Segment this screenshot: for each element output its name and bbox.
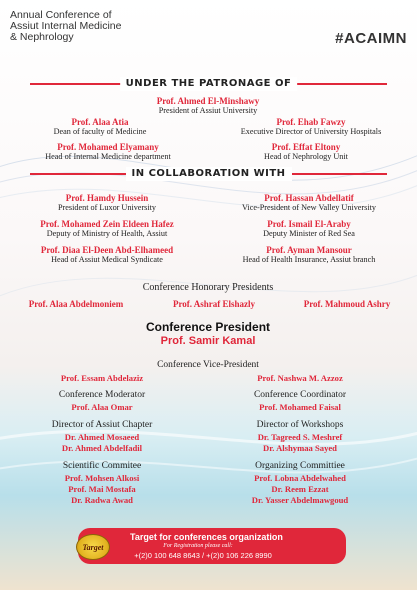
collab-person bbox=[242, 193, 376, 212]
collab-person bbox=[41, 245, 173, 264]
scientific-name: Dr. Radwa Awad bbox=[71, 495, 133, 505]
scientific-name: Prof. Mai Mostafa bbox=[68, 484, 136, 494]
person-role: President of Luxor University bbox=[57, 203, 157, 212]
moderator-label: Conference Moderator bbox=[58, 390, 146, 400]
person-role: Dean of faculty of Medicine bbox=[53, 127, 147, 136]
conference-title-line: Annual Conference of bbox=[10, 9, 112, 21]
collab-person bbox=[243, 245, 376, 264]
person-name: Prof. Mohamed Elyamany bbox=[57, 142, 159, 152]
collab-person bbox=[58, 193, 156, 212]
vice-president-name: Prof. Essam Abdelaziz bbox=[60, 373, 144, 383]
workshops-label: Director of Workshops bbox=[256, 420, 344, 430]
vice-president-label: Conference Vice-President bbox=[157, 360, 259, 370]
person-role: President of Assiut University bbox=[158, 106, 258, 115]
person-name: Prof. Hamdy Hussein bbox=[65, 193, 149, 203]
person-name: Prof. Diaa El-Deen Abd-Elhameed bbox=[40, 245, 174, 255]
president-name: Prof. Samir Kamal bbox=[160, 335, 256, 347]
person-name: Prof. Mohamed Zein Eldeen Hafez bbox=[40, 219, 174, 229]
organizing-name: Prof. Lobna Abdelwahed bbox=[254, 473, 346, 483]
person-name: Prof. Ayman Mansour bbox=[266, 245, 352, 255]
vice-president-name: Prof. Nashwa M. Azzoz bbox=[257, 373, 343, 383]
scientific-label: Scientific Commitee bbox=[62, 461, 142, 471]
person-role: Executive Director of University Hospitals bbox=[240, 127, 382, 136]
hashtag: #ACAIMN bbox=[335, 30, 407, 47]
target-logo bbox=[76, 534, 110, 560]
honorary-name: Prof. Alaa Abdelmoniem bbox=[28, 299, 124, 309]
conference-title bbox=[10, 10, 121, 43]
patron-person bbox=[241, 117, 382, 136]
person-role: Deputy Minister of Red Sea bbox=[263, 229, 355, 238]
registration-banner bbox=[78, 528, 346, 564]
patronage-heading bbox=[30, 77, 387, 91]
phone-numbers: +(2)0 100 648 8643 / +(2)0 106 226 8990 bbox=[134, 551, 272, 560]
honorary-name: Prof. Ashraf Elshazly bbox=[172, 299, 256, 309]
patron-person bbox=[157, 96, 260, 115]
collab-person bbox=[263, 219, 355, 238]
chapter-label: Director of Assiut Chapter bbox=[51, 420, 153, 430]
president-label: Conference President bbox=[145, 320, 271, 334]
person-role: Head of Assiut Medical Syndicate bbox=[51, 255, 163, 264]
patronage-heading-text: UNDER THE PATRONAGE OF bbox=[120, 77, 298, 91]
chapter-name: Dr. Ahmed Mosaeed bbox=[64, 432, 140, 442]
registration-note: For Registration please call: bbox=[163, 543, 233, 549]
organizing-name: Dr. Yasser Abdelmawgoud bbox=[251, 495, 349, 505]
coordinator-label: Conference Coordinator bbox=[253, 390, 347, 400]
honorary-name: Prof. Mahmoud Ashry bbox=[303, 299, 391, 309]
organizer-title: Target for conferences organization bbox=[130, 532, 283, 542]
conference-title-line: & Nephrology bbox=[10, 31, 74, 43]
scientific-name: Prof. Mohsen Alkosi bbox=[64, 473, 140, 483]
person-role: Vice-President of New Valley University bbox=[242, 203, 376, 212]
person-name: Prof. Ehab Fawzy bbox=[276, 117, 346, 127]
person-role: Deputy of Ministry of Health, Assiut bbox=[46, 229, 168, 238]
collaboration-heading bbox=[30, 167, 387, 181]
patron-person bbox=[264, 142, 348, 161]
conference-title-line: Assiut Internal Medicine bbox=[10, 20, 122, 32]
organizing-name: Dr. Reem Ezzat bbox=[271, 484, 329, 494]
coordinator-name: Prof. Mohamed Faisal bbox=[259, 402, 341, 412]
honorary-label: Conference Honorary Presidents bbox=[142, 282, 274, 293]
patron-person bbox=[54, 117, 147, 136]
person-name: Prof. Ahmed El-Minshawy bbox=[156, 96, 260, 106]
chapter-name: Dr. Ahmed Abdelfadil bbox=[61, 443, 143, 453]
person-role: Head of Internal Medicine department bbox=[45, 152, 171, 161]
person-role: Head of Nephrology Unit bbox=[264, 152, 348, 161]
person-role: Head of Health Insurance, Assiut branch bbox=[242, 255, 376, 264]
workshops-name: Dr. Alshymaa Sayed bbox=[263, 443, 337, 453]
person-name: Prof. Ismail El-Araby bbox=[267, 219, 351, 229]
collaboration-heading-text: IN COLLABORATION WITH bbox=[125, 167, 291, 181]
moderator-name: Prof. Alaa Omar bbox=[71, 402, 133, 412]
organizing-label: Organizing Committiee bbox=[255, 461, 345, 471]
person-name: Prof. Alaa Atia bbox=[71, 117, 129, 127]
person-name: Prof. Effat Eltony bbox=[271, 142, 341, 152]
person-name: Prof. Hassan Abdellatif bbox=[264, 193, 354, 203]
collab-person bbox=[40, 219, 174, 238]
workshops-name: Dr. Tagreed S. Meshref bbox=[257, 432, 343, 442]
patron-person bbox=[45, 142, 171, 161]
target-logo-text: Target bbox=[82, 543, 104, 552]
